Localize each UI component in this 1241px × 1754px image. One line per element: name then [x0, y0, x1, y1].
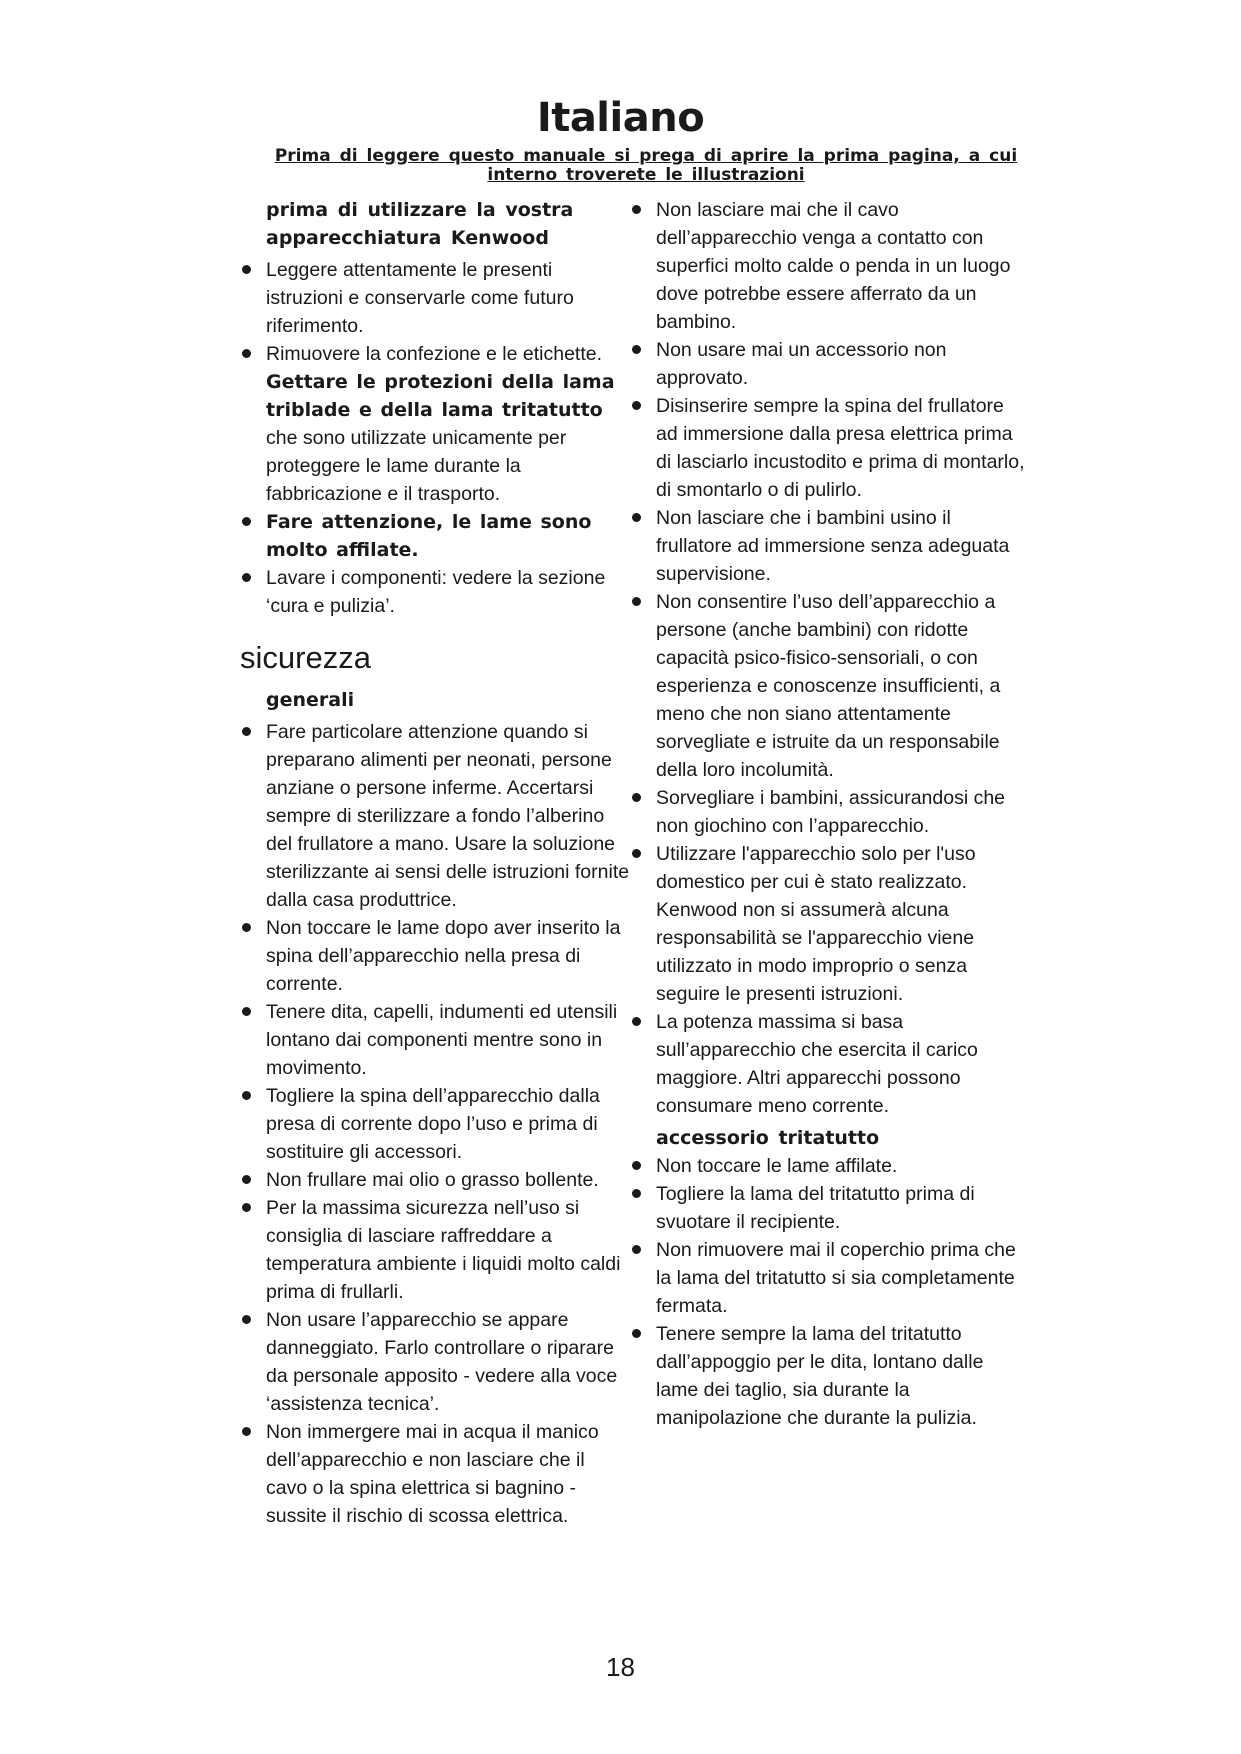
- bullet-icon: [242, 1427, 251, 1436]
- list-item: Lavare i componenti: vedere la sezione ‘cura e pulizia’.: [240, 564, 630, 620]
- bullet-icon: [242, 1203, 251, 1212]
- list-item: Per la massima sicurezza nell’uso si consiglia di lasciare raffreddare a temperatura ambiente i liquidi molto caldi prima di frullarli.: [240, 1194, 630, 1306]
- list-item: Togliere la spina dell’apparecchio dalla presa di corrente dopo l’uso e prima di sostituire gli accessori.: [240, 1082, 630, 1166]
- bullet-icon: [242, 923, 251, 932]
- list-item: La potenza massima si basa sull’apparecchio che esercita il carico maggiore. Altri apparecchi possono consumare meno corrente.: [630, 1008, 1030, 1120]
- illustrations-notice: Prima di leggere questo manuale si prega di aprire la prima pagina, a cui interno troverete le illustrazioni: [274, 146, 1018, 185]
- bullet-icon: [242, 1315, 251, 1324]
- bullet-icon: [242, 349, 251, 358]
- list-item: Non immergere mai in acqua il manico dell’apparecchio e non lasciare che il cavo o la spina elettrica si bagnino - sussite il rischio di scossa elettrica.: [240, 1418, 630, 1530]
- list-item: Non toccare le lame dopo aver inserito la spina dell’apparecchio nella presa di corrente.: [240, 914, 630, 998]
- bullet-icon: [242, 517, 251, 526]
- bullet-icon: [242, 265, 251, 274]
- list-item: Fare particolare attenzione quando si preparano alimenti per neonati, persone anziane o persone inferme. Accertarsi sempre di sterilizzare a fondo l’alberino del frullatore a mano. Usare la soluzione sterilizzante ai sensi delle istruzioni fornite dalla casa produttrice.: [240, 718, 630, 914]
- list-item: Non usare mai un accessorio non approvato.: [630, 336, 1030, 392]
- bullet-icon: [632, 793, 641, 802]
- list-item: Rimuovere la confezione e le etichette. Gettare le protezioni della lama triblade e della lama tritatutto che sono utilizzate unicamente per proteggere le lame durante la fabbricazione e il trasporto.: [240, 340, 630, 508]
- bullet-icon: [632, 597, 641, 606]
- bullet-icon: [632, 1245, 641, 1254]
- bullet-icon: [632, 849, 641, 858]
- general-heading: generali: [266, 689, 355, 711]
- list-item: Non lasciare mai che il cavo dell’apparecchio venga a contatto con superfici molto calde o penda in un luogo dove potrebbe essere afferrato da un bambino.: [630, 196, 1030, 336]
- list-item: Non usare l’apparecchio se appare danneggiato. Farlo controllare o riparare da personale apposito - vedere alla voce ‘assistenza tecnica’.: [240, 1306, 630, 1418]
- chopper-heading: accessorio tritatutto: [656, 1127, 880, 1149]
- safety-list-continued: [630, 196, 1030, 1120]
- list-item: Togliere la lama del tritatutto prima di svuotare il recipiente.: [630, 1180, 1030, 1236]
- bullet-icon: [242, 573, 251, 582]
- intro-list: [240, 256, 630, 620]
- list-item: Tenere sempre la lama del tritatutto dall’appoggio per le dita, lontano dalle lame dei taglio, sia durante la manipolazione che durante la pulizia.: [630, 1320, 1030, 1432]
- right-column: [630, 196, 1030, 1432]
- chopper-safety-list: [630, 1152, 1030, 1432]
- bullet-icon: [632, 1189, 641, 1198]
- list-item: Utilizzare l'apparecchio solo per l'uso domestico per cui è stato realizzato. Kenwood non si assumerà alcuna responsabilità se l'apparecchio viene utilizzato in modo improprio o senza seguire le presenti istruzioni.: [630, 840, 1030, 1008]
- list-item: Disinserire sempre la spina del frullatore ad immersione dalla presa elettrica prima di lasciarlo incustodito e prima di montarlo, di smontarlo o di pulirlo.: [630, 392, 1030, 504]
- page-number: 18: [606, 1652, 635, 1682]
- bullet-icon: [242, 1091, 251, 1100]
- list-item: Non toccare le lame affilate.: [630, 1152, 1030, 1180]
- list-item: Non consentire l’uso dell’apparecchio a persone (anche bambini) con ridotte capacità psico-fisico-sensoriali, o con esperienza e conoscenze insufficienti, a meno che non siano attentamente sorvegliate e istruite da un responsabile della loro incolumità.: [630, 588, 1030, 784]
- list-item: Sorvegliare i bambini, assicurandosi che non giochino con l’apparecchio.: [630, 784, 1030, 840]
- bullet-icon: [242, 1175, 251, 1184]
- general-safety-list: [240, 718, 630, 1530]
- bullet-icon: [242, 727, 251, 736]
- bullet-icon: [632, 205, 641, 214]
- bullet-icon: [632, 345, 641, 354]
- bullet-icon: [242, 1007, 251, 1016]
- list-item: Non rimuovere mai il coperchio prima che la lama del tritatutto si sia completamente fermata.: [630, 1236, 1030, 1320]
- bullet-icon: [632, 401, 641, 410]
- bullet-icon: [632, 513, 641, 522]
- list-item: Tenere dita, capelli, indumenti ed utensili lontano dai componenti mentre sono in movimento.: [240, 998, 630, 1082]
- intro-heading: prima di utilizzare la vostra apparecchiatura Kenwood: [266, 199, 574, 249]
- list-item: Fare attenzione, le lame sono molto affilate.: [240, 508, 630, 564]
- bullet-icon: [632, 1161, 641, 1170]
- section-title-sicurezza: sicurezza: [240, 640, 371, 675]
- left-column: [240, 196, 630, 1530]
- list-item: Non frullare mai olio o grasso bollente.: [240, 1166, 630, 1194]
- bullet-icon: [632, 1017, 641, 1026]
- list-item: Leggere attentamente le presenti istruzioni e conservarle come futuro riferimento.: [240, 256, 630, 340]
- list-item: Non lasciare che i bambini usino il frullatore ad immersione senza adeguata supervisione.: [630, 504, 1030, 588]
- bullet-icon: [632, 1329, 641, 1338]
- page-title: Italiano: [536, 94, 705, 141]
